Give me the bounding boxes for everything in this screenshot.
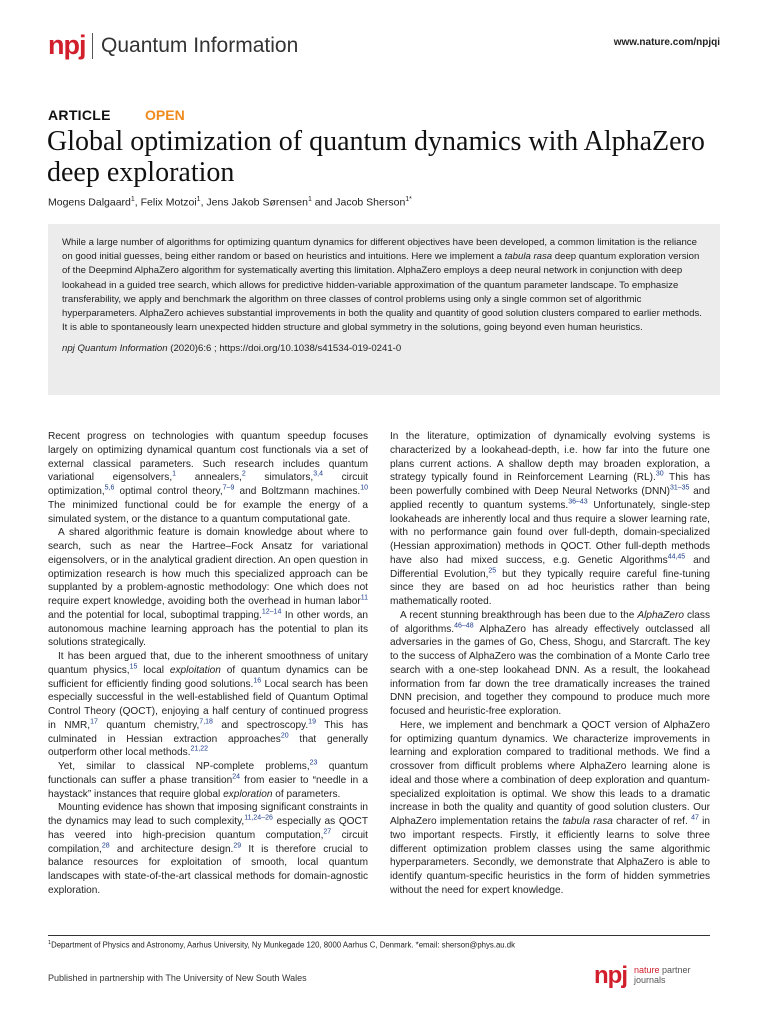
reference-link[interactable]: 20 (280, 732, 289, 740)
emphasis-text: exploration (223, 788, 273, 800)
body-paragraph: Recent progress on technologies with quantum speedup focuses largely on optimizing dynamical quantum cost functionals via a set of external classical parameters. Such research includes quantum variational eigensolvers,$^1$ annealers,$^2$ simulators,$^{3,4}$ circuit optimization,$^{5,6}$ optimal control theory,$^{7-9}$ and Boltzmann machines.$^{10}$ The minimized functional could be for example the energy of a simulated system, or the distance to a quantum computational gate. (48, 431, 369, 525)
body-paragraph: Here, we implement and benchmark a QOCT version of AlphaZero for optimizing quantum dynamics. We characterize improvements in learning and exploration compared to traditional methods. We find a crossover from difficult problems where AlphaZero learning alone is ideal and those where a combination of deep exploration and quantum-specialized exploitation is optimal. We show this leads to a dramatic increase in both the quality and quantity of good solution clusters. Our AlphaZero implementation retains the tabula rasa character of ref. $^{47}$ in two important respects. Firstly, it efficiently learns to solve three different optimization problem classes using the same algorithmic hyperparameters. Secondly, we demonstrate that AlphaZero is able to identify quantum-specific heuristics in the form of hidden symmetries without the need for expert knowledge. (390, 719, 710, 896)
body-paragraph: Mounting evidence has shown that imposing significant constraints in the dynamics may lead to such complexity,$^{11,24-26}$ especially as QOCT has veered into high-precision quantum computation,$^{27}$ circuit compilation,$^{28}$ and architecture design.$^{29}$ It is therefore crucial to balance resources for exploitation of smooth, local quantum landscapes with state-of-the-art classical methods for domain-agnostic exploration. (48, 802, 369, 896)
reference-link[interactable]: 44,45 (667, 553, 686, 561)
reference-link[interactable]: 7,18 (199, 718, 213, 726)
reference-link[interactable]: 31–35 (669, 484, 690, 492)
article-title: Global optimization of quantum dynamics with AlphaZero deep exploration (47, 126, 705, 188)
reference-link[interactable]: 7–9 (222, 484, 235, 492)
author-affiliation-marker: 1* (405, 196, 412, 203)
body-paragraph: In the literature, optimization of dynamically evolving systems is characterized by a lookahead-depth, i.e. how far into the future one plans current actions. A shallow depth may broaden exploration, a strategy typically found in Reinforcement Learning (RL).$^{30}$ This has been powerfully combined with Deep Neural Networks (DNN)$^{31-35}$ and applied recently to quantum systems.$^{36-43}$ Unfortunately, single-step lookaheads are inherently local and thus require a slower learning rate, with no performance gain found over full-depth, domain-specialized (Hessian approximation) methods in QOCT. Other full-depth methods have also had mixed success, e.g. Genetic Algorithms$^{44,45}$ and Differential Evolution,$^{25}$ but they typically require careful fine-tuning since they are based on ad hoc heuristics rather than being mathematically rooted. (390, 431, 710, 607)
partner-nature: nature (634, 965, 660, 975)
reference-link[interactable]: 15 (129, 663, 138, 671)
npj-partner-logo[interactable] (594, 962, 720, 990)
reference-link[interactable]: 5,6 (104, 484, 115, 492)
footnote-divider (48, 935, 710, 936)
journal-header (48, 28, 720, 64)
author-affiliation-marker: 1 (307, 196, 312, 203)
footer-npj-wordmark: npj (594, 962, 627, 989)
body-column-right (390, 430, 710, 898)
reference-link[interactable]: 2 (241, 470, 246, 478)
author-list: Mogens Dalgaard$^1$, Felix Motzoi$^1$, Jens Jakob Sørensen$^1$ and Jacob Sherson$^{1*}$ (48, 196, 412, 209)
reference-link[interactable]: 17 (90, 718, 98, 726)
author-affiliation-marker: 1 (196, 196, 201, 203)
partner-journals-label (634, 965, 691, 985)
reference-link[interactable]: 11 (360, 594, 368, 602)
reference-link[interactable]: 24 (232, 773, 241, 781)
body-paragraph: A recent stunning breakthrough has been due to the AlphaZero class of algorithms.$^{46-48}$ AlphaZero has already effectively outclassed all adversaries in the games of Go, Chess, Shogu, and Starcraft. The key to the success of AlphaZero was the combination of a Monte Carlo tree search with a one-step lookahead DNN. As a result, the lookahead information from far down the tree dramatically increases the trained DNN precision, and together they compound to produce much more focused and heuristic-free exploration. (390, 609, 710, 717)
reference-link[interactable]: 1 (172, 470, 177, 478)
footnote-marker: 1 (48, 940, 52, 946)
logo-divider (92, 33, 93, 59)
reference-link[interactable]: 16 (253, 677, 262, 685)
citation-journal: npj Quantum Information (62, 343, 168, 355)
journal-name[interactable]: Quantum Information (101, 34, 299, 57)
author-name[interactable]: Jacob Sherson (335, 196, 406, 209)
reference-link[interactable]: 21,22 (190, 745, 209, 753)
body-column-left (48, 430, 368, 898)
abstract-box (48, 224, 720, 395)
citation-doi[interactable]: (2020)6:6 ; https://doi.org/10.1038/s41534-019-0241-0 (167, 343, 402, 355)
reference-link[interactable]: 46–48 (454, 622, 474, 630)
partner-journals: journals (634, 975, 666, 985)
reference-link[interactable]: 23 (309, 759, 318, 767)
emphasis-text: tabula rasa (562, 816, 613, 827)
partner-word: partner (659, 965, 691, 975)
reference-link[interactable]: 11,24–26 (244, 814, 273, 822)
author-affiliation-marker: 1 (130, 196, 135, 203)
body-paragraph: A shared algorithmic feature is domain knowledge about where to search, such as near the Hartree–Fock Ansatz for variational eigensolvers, or in the analytical gradient direction. An open question in optimization research is how much this specialized approach can be supplanted by a problem-agnostic methodology: One which does not require expert knowledge, avoiding both the overhead in human labor$^{11}$ and the potential for local, suboptimal trapping.$^{12-14}$ In other words, an autonomous machine learning approach has the potential to plan its solutions strategically. (48, 527, 368, 649)
reference-link[interactable]: 19 (308, 718, 316, 726)
author-name[interactable]: Jens Jakob Sørensen (206, 196, 308, 209)
reference-link[interactable]: 10 (360, 484, 369, 492)
publisher-note: Published in partnership with The University of New South Wales (48, 973, 307, 983)
footnote-text: Department of Physics and Astronomy, Aarhus University, Ny Munkegade 120, 8000 Aarhus C, Denmark. *email: sherson@phys.au.dk (51, 940, 516, 950)
npj-logo[interactable]: npj (48, 30, 86, 60)
journal-url[interactable]: www.nature.com/npjqi (613, 37, 720, 48)
reference-link[interactable]: 36–43 (568, 498, 588, 506)
emphasis-text: exploitation (169, 664, 221, 676)
body-paragraph: Yet, similar to classical NP-complete problems,$^{23}$ quantum functionals can suffer a phase transition$^{24}$ from easier to “needle in a haystack” instances that require global exploration of parameters. (48, 759, 368, 800)
author-name[interactable]: Felix Motzoi (140, 196, 197, 209)
body-paragraph: It has been argued that, due to the inherent smoothness of unitary quantum physics,$^{15}$ local exploitation of quantum dynamics can be sufficient for efficiently finding good solutions.$^{16}$ Local search has been especially successful in the well-established field of Quantum Optimal Control Theory (QOCT), enjoying a half century of continued progress in NMR,$^{17}$ quantum chemistry,$^{7,18}$ and spectroscopy.$^{19}$ This has culminated in Hessian extraction approaches$^{20}$ that generally outperform other local methods.$^{21,22}$ (48, 651, 369, 759)
reference-link[interactable]: 27 (323, 828, 332, 836)
abstract-text: While a large number of algorithms for optimizing quantum dynamics for different objectives have been developed, a common limitation is the reliance on good initial guesses, being either random or based on heuristics and intuitions. Here we implement a tabula rasa deep quantum exploration version of the Deepmind AlphaZero algorithm for systematically averting this limitation. AlphaZero employs a deep neural network in conjunction with deep lookahead in a guided tree search, which allows for predictive hidden-variable approximation of the quantum parameter landscape. To emphasize transferability, we apply and benchmark the algorithm on three classes of control problems using only a single common set of algorithmic hyperparameters. AlphaZero achieves substantial improvements in both the quality and quantity of good solution clusters compared to earlier methods. It is able to spontaneously learn unexpected hidden structure and global symmetry in the solutions, going beyond even human heuristics. (62, 237, 702, 334)
reference-link[interactable]: 47 (691, 814, 699, 822)
emphasis-text: AlphaZero (637, 609, 684, 621)
open-access-badge: OPEN (145, 107, 185, 123)
affiliation-footnote (48, 940, 515, 950)
reference-link[interactable]: 25 (488, 567, 497, 575)
reference-link[interactable]: 3,4 (313, 470, 323, 478)
reference-link[interactable]: 30 (655, 470, 664, 478)
article-citation (62, 343, 706, 354)
reference-link[interactable]: 12–14 (261, 608, 282, 616)
author-name[interactable]: Mogens Dalgaard (48, 196, 131, 209)
article-type-label: ARTICLE (48, 107, 111, 123)
reference-link[interactable]: 29 (233, 842, 242, 850)
reference-link[interactable]: 28 (101, 842, 110, 850)
